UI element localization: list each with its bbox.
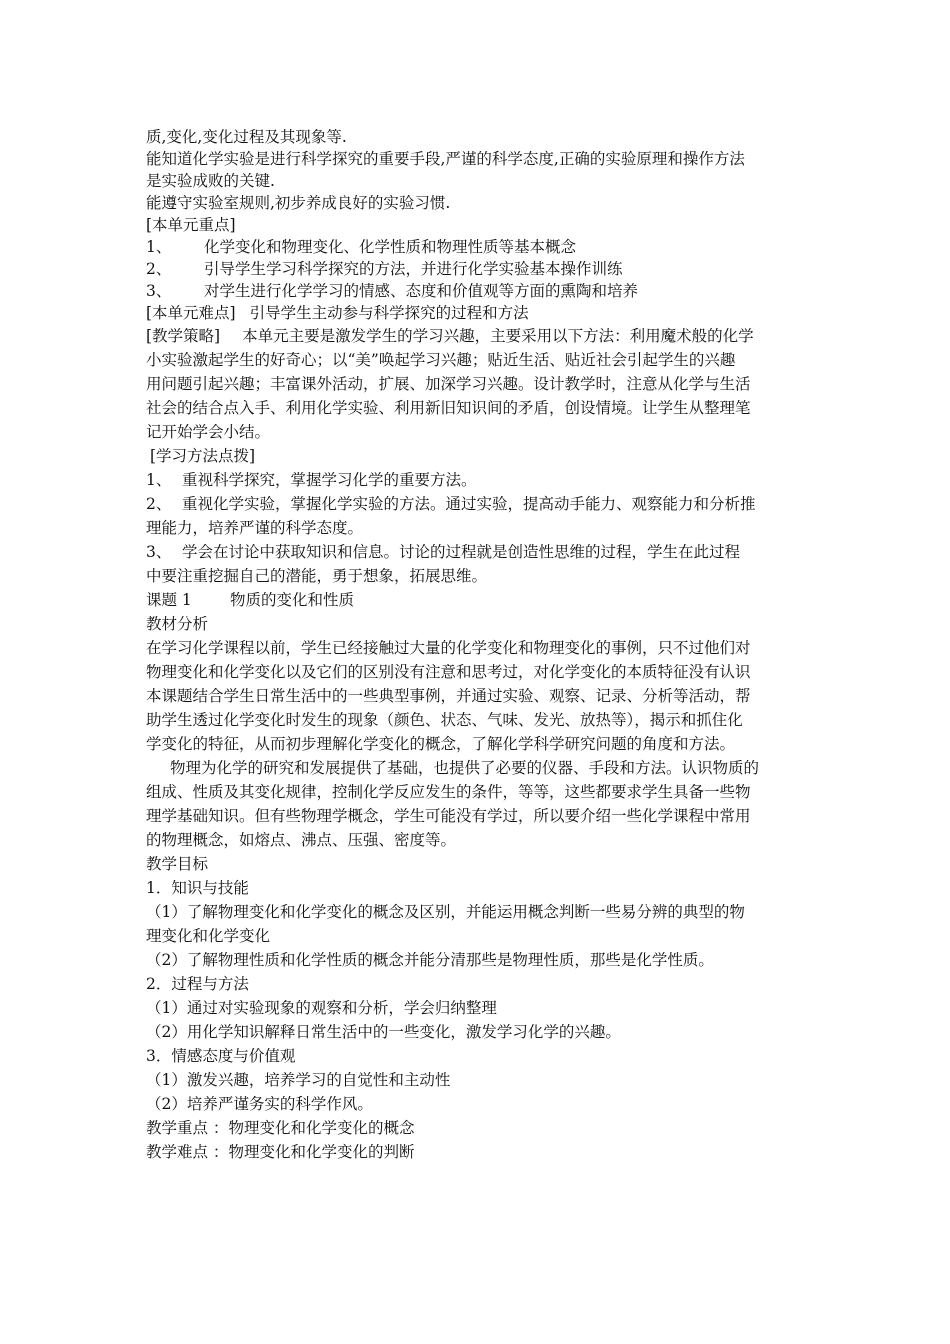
method-item-continued: 中要注重挖掘自己的潜能，勇于想象，拓展思维。 bbox=[146, 567, 488, 585]
key-point bbox=[146, 1116, 808, 1140]
intro-line: 能遵守实验室规则,初步养成良好的实验习惯. bbox=[146, 194, 451, 212]
analysis-line: 在学习化学课程以前，学生已经接触过大量的化学变化和物理变化的事例，只不过他们对 bbox=[146, 639, 751, 657]
analysis-heading: 教材分析 bbox=[146, 615, 209, 633]
analysis-line: 学变化的特征，从而初步理解化学变化的概念，了解化学科学研究问题的角度和方法。 bbox=[146, 735, 736, 753]
analysis-line: 助学生透过化学变化时发生的现象（颜色、状态、气味、发光、放热等），揭示和抓住化 bbox=[146, 711, 743, 729]
item-text: 化学变化和物理变化、化学性质和物理性质等基本概念 bbox=[204, 238, 577, 256]
lesson-title bbox=[146, 588, 808, 612]
document-page bbox=[146, 126, 808, 1164]
strategy-line: 用问题引起兴趣；丰富课外活动，扩展、加深学习兴趣。设计教学时，注意从化学与生活 bbox=[146, 375, 751, 393]
objective-group-title: 3．情感态度与价值观 bbox=[146, 1047, 296, 1065]
item-number: 3、 bbox=[146, 543, 172, 561]
analysis-line: 物理变化和化学变化以及它们的区别没有注意和思考过，对化学变化的本质特征没有认识 bbox=[146, 663, 751, 681]
item-text: 重视化学实验，掌握化学实验的方法。通过实验，提高动手能力、观察能力和分析推 bbox=[182, 495, 756, 513]
unit-focus-item bbox=[146, 258, 808, 280]
analysis-line: 理学基础知识。但有些物理学概念，学生可能没有学过，所以要介绍一些化学课程中常用 bbox=[146, 807, 751, 825]
strategy-line: 记开始学会小结。 bbox=[146, 423, 271, 441]
difficult-point-text: 物理变化和化学变化的判断 bbox=[228, 1143, 415, 1161]
strategy-line: 社会的结合点入手、利用化学实验、利用新旧知识间的矛盾，创设情境。让学生从整理笔 bbox=[146, 399, 751, 417]
item-number: 3、 bbox=[146, 282, 172, 300]
item-number: 1、 bbox=[146, 238, 172, 256]
key-point-label: 教学重点 ： bbox=[146, 1119, 229, 1137]
item-text: 引导学生学习科学探究的方法，并进行化学实验基本操作训练 bbox=[204, 260, 623, 278]
strategy-line bbox=[146, 324, 808, 348]
method-item bbox=[146, 540, 808, 564]
analysis-line: 的物理概念，如熔点、沸点、压强、密度等。 bbox=[146, 831, 457, 849]
objective-group-title: 1．知识与技能 bbox=[146, 879, 249, 897]
strategy-text: 本单元主要是激发学生的学习兴趣，主要采用以下方法：利用魔术般的化学 bbox=[242, 327, 754, 345]
objective-line: （2）用化学知识解释日常生活中的一些变化，激发学习化学的兴趣。 bbox=[146, 1023, 621, 1041]
analysis-line: 物理为化学的研究和发展提供了基础，也提供了必要的仪器、手段和方法。认识物质的 bbox=[170, 759, 760, 777]
item-text: 对学生进行化学学习的情感、态度和价值观等方面的熏陶和培养 bbox=[204, 282, 639, 300]
intro-line: 质,变化,变化过程及其现象等. bbox=[146, 128, 347, 146]
unit-focus-heading: [本单元重点] bbox=[146, 216, 236, 234]
item-number: 2、 bbox=[146, 260, 172, 278]
objective-line: （1）了解物理变化和化学变化的概念及区别，并能运用概念判断一些易分辨的典型的物 bbox=[146, 903, 745, 921]
objective-line: （2）了解物理性质和化学性质的概念并能分清那些是物理性质，那些是化学性质。 bbox=[146, 951, 714, 969]
strategy-heading: [教学策略] bbox=[146, 327, 221, 345]
unit-difficulty-text: 引导学生主动参与科学探究的过程和方法 bbox=[249, 304, 529, 322]
unit-difficulty bbox=[146, 302, 808, 324]
analysis-line: 本课题结合学生日常生活中的一些典型事例，并通过实验、观察、记录、分析等活动，帮 bbox=[146, 687, 751, 705]
objective-group-title: 2．过程与方法 bbox=[146, 975, 249, 993]
item-number: 2、 bbox=[146, 495, 172, 513]
unit-difficulty-heading: [本单元难点] bbox=[146, 304, 236, 322]
unit-focus-item bbox=[146, 236, 808, 258]
method-item bbox=[146, 468, 808, 492]
difficult-point bbox=[146, 1140, 808, 1164]
difficult-point-label: 教学难点 ： bbox=[146, 1143, 229, 1161]
intro-line: 是实验成败的关键. bbox=[146, 172, 275, 190]
analysis-line: 组成、性质及其变化规律，控制化学反应发生的条件，等等，这些都要求学生具备一些物 bbox=[146, 783, 751, 801]
method-item bbox=[146, 492, 808, 516]
lesson-name: 物质的变化和性质 bbox=[230, 591, 355, 609]
item-number: 1、 bbox=[146, 471, 172, 489]
item-text: 重视科学探究，掌握学习化学的重要方法。 bbox=[182, 471, 477, 489]
objective-line: （1）激发兴趣，培养学习的自觉性和主动性 bbox=[146, 1071, 451, 1089]
objective-line: （2）培养严谨务实的科学作风。 bbox=[146, 1095, 373, 1113]
method-item-continued: 理能力，培养严谨的科学态度。 bbox=[146, 519, 364, 537]
objectives-heading: 教学目标 bbox=[146, 855, 209, 873]
item-text: 学会在讨论中获取知识和信息。讨论的过程就是创造性思维的过程，学生在此过程 bbox=[182, 543, 741, 561]
objective-line: 理变化和化学变化 bbox=[146, 927, 271, 945]
lesson-label: 课题 1 bbox=[146, 591, 192, 609]
objective-line: （1）通过对实验现象的观察和分析，学会归纳整理 bbox=[146, 999, 497, 1017]
strategy-line: 小实验激起学生的好奇心；以“美”唤起学习兴趣；贴近生活、贴近社会引起学生的兴趣 bbox=[146, 351, 736, 369]
methods-heading: [学习方法点拨] bbox=[150, 447, 256, 465]
intro-line: 能知道化学实验是进行科学探究的重要手段,严谨的科学态度,正确的实验原理和操作方法 bbox=[146, 150, 745, 168]
unit-focus-item bbox=[146, 280, 808, 302]
key-point-text: 物理变化和化学变化的概念 bbox=[228, 1119, 415, 1137]
